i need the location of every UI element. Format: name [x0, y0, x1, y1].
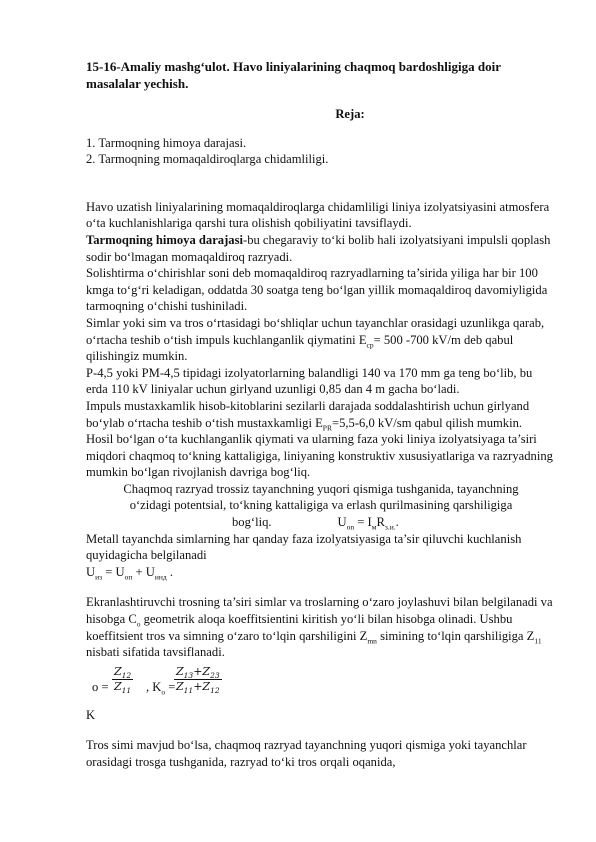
plan-item-2: 2. Tarmoqning momaqaldiroqlarga chidamliligi.: [86, 152, 329, 167]
coupling-formula: [86, 663, 556, 707]
paragraph-screening: Ekranlashtiruvchi trosning ta’siri simlar va troslarning o‘zaro joylashuvi bilan belgilanadi va hisobga $C_o$ geometrik aloqa koeffitsientini kiritish yo‘li bilan hisobga olinadi. Ushbu koeffitsient tros va simning o‘zaro to‘lqin qarshiligini $Z_{mn}$ simining to‘lqin qarshiligiga $Z_{11}$ nisbati sifatida tavsiflanadi.: [86, 595, 553, 660]
formula-mid-label: , $K_o$ =: [146, 679, 176, 697]
plan-list: [86, 135, 556, 168]
text-segment: Simlar yoki sim va tros o‘rtasidagi bo‘shliqlar uchun tayanchlar orasidagi uzunlikga qarab, o‘rtacha teshib o‘tish impuls kuchlanganlik qiymatini E: [86, 315, 545, 347]
paragraph-intro: Havo uzatish liniyalarining momaqaldiroqlarga chidamliligi liniya izolyatsiyasini atmosfera o‘ta kuchlanishlariga qarshi tura olishish qobiliyatini tavsiflaydi.: [86, 199, 550, 231]
paragraph-lightning-line1: Chaqmoq razryad trossiz tayanchning yuqori qismiga tushganida, tayanchning: [123, 481, 519, 496]
document-page: [86, 58, 556, 771]
subscript: PR: [322, 423, 332, 433]
paragraph-metal-support: Metall tayanchda simlarning har qanday faza izolyatsiyasiga ta’sir qiluvchi kuchlanish quyidagicha belgilanadi: [86, 531, 522, 563]
paragraph-tros: Tros simi mavjud bo‘lsa, chaqmoq razryad tayanchning yuqori qismiga yoki tayanchlar orasidagi trosga tushganida, razryad to‘ki tros orqali oqanida,: [86, 738, 527, 769]
subscript: cp: [366, 340, 374, 350]
plan-item-1: 1. Tarmoqning himoya darajasi.: [86, 135, 247, 150]
document-title: 15-16-Amaliy mashg‘ulot. Havo liniyalarining chaqmoq bardoshligiga doir masalalar yechish.: [86, 59, 501, 91]
formula-uon: $U_{on} = I_мR_{з.и.}$.: [337, 515, 399, 532]
paragraph-outages: Solishtirma o‘chirishlar soni deb momaqaldiroq razryadlarning ta’sirida yiliga har bir 100 kmga to‘g‘ri keladigan, oddatda 30 soatga teng bo‘lgan yillik momaqaldiroq davomiyligida tarmoqning o‘chishi tushiniladi.: [86, 266, 548, 314]
text-segment: = 500 -700 kV/m deb qabul qilishingiz mumkin.: [86, 332, 514, 364]
formula-uiz: $U_{из} = U_{оп} + U_{инд}$ .: [86, 564, 173, 582]
paragraph-impulse-strength: [86, 398, 556, 431]
formula-left-label: o =: [92, 679, 109, 694]
formula-k-label: K: [86, 707, 96, 722]
fraction-k0: $\frac{Z_{13}+Z_{23}}{Z_{11}+Z_{12}}$: [176, 664, 220, 695]
paragraph-breakdown-strength: [86, 315, 556, 365]
paragraph-lightning-line3: [86, 514, 556, 531]
paragraph-overvoltage: Hosil bo‘lgan o‘ta kuchlanganlik qiymati va ularning faza yoki liniya izolyatsiyaga ta’siri miqdori chaqmoq to‘kning kattaligiga, liniyaning konstruktiv xususiyatlariga va razryadning mumkin bo‘lgan rivojlanish davriga bog‘liq.: [86, 432, 553, 480]
term-protection-level: Tarmoqning himoya darajasi: [86, 232, 243, 247]
protection-level-definition: -bu chegaraviy to‘ki bolib hali izolyatsiyani impulsli qoplash sodir bo‘lmagan momaqaldiroq razryadi.: [86, 232, 551, 264]
plan-heading: Reja:: [335, 107, 365, 121]
text-segment: Impuls mustaxkamlik hisob-kitoblarini sezilarli darajada soddalashtirish uchun girlyand bo‘ylab o‘rtacha teshib o‘tish mustaxkamligi E: [86, 398, 530, 430]
paragraph-insulators: P-4,5 yoki PM-4,5 tipidagi izolyatorlarning balandligi 140 va 170 mm ga teng bo‘lib, bu erda 110 kV liniyalar uchun girlyand uzunligi 0,85 dan 4 m gacha bo‘ladi.: [86, 365, 533, 397]
text-segment: =5,5-6,0 kV/sm qabul qilish mumkin.: [331, 415, 523, 430]
paragraph-lightning-line2: o‘zidagi potentsial, to‘kning kattaligiga va erlash qurilmasining qarshiligiga: [129, 498, 513, 513]
paragraph-protection-level: [86, 232, 556, 265]
fraction-c0: $\frac{Z_{12}}{Z_{11}}$: [114, 664, 132, 695]
text-segment: bog‘liq.: [232, 515, 272, 530]
